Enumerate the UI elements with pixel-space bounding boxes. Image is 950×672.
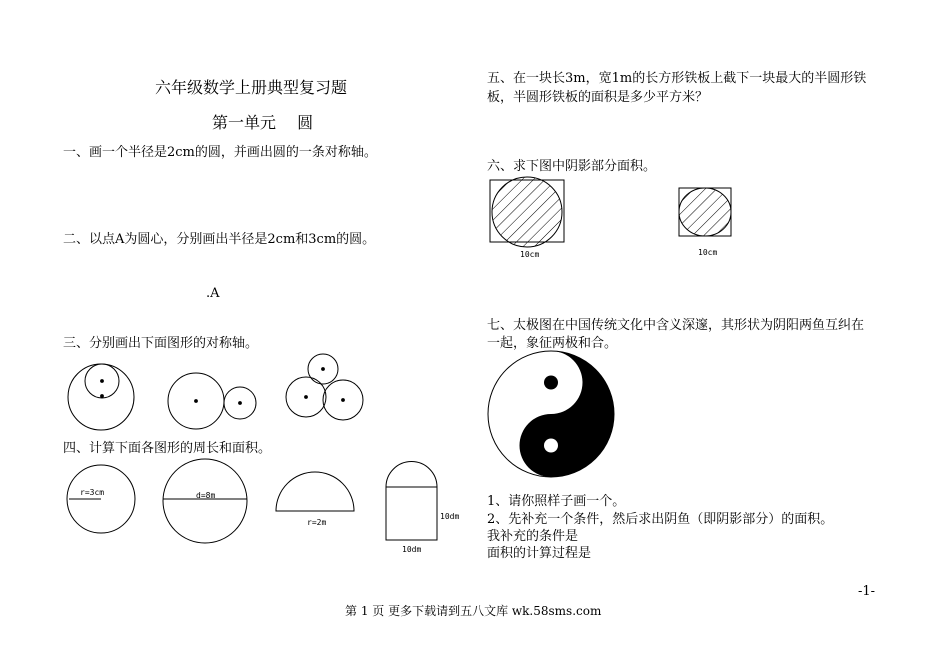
label-q6-right: 10cm [698,248,718,257]
label-side-10dm: 10dm [440,512,460,521]
unit-title: 第一单元 圆 [212,113,314,132]
q4-circle-radius [67,465,135,533]
footer-text: 第 1 页 更多下载请到五八文库 wk.58sms.com [345,604,602,618]
q4-semicircle [276,472,354,511]
question-2: 二、以点A为圆心，分别画出半径是2cm和3cm的圆。 [63,232,376,247]
q4-circle-diameter [163,459,247,543]
label-bottom-10dm: 10dm [402,545,422,554]
question-5-line1: 五、在一块长3m，宽1m的长方形铁板上截下一块最大的半圆形铁 [487,71,867,86]
q4-square-semicircle [386,462,437,540]
page-title: 六年级数学上册典型复习题 [155,78,348,97]
q6-hatched-star-in-square [679,188,731,236]
question-7-sub3: 我补充的条件是 [487,529,579,544]
page-number: -1- [858,584,876,599]
question-6: 六、求下图中阴影部分面积。 [487,159,657,174]
question-3: 三、分别画出下面图形的对称轴。 [63,336,259,351]
label-r-2m: r=2m [307,518,327,527]
q3-figure-nested-circles [68,364,134,430]
q3-figure-tangent-circles [168,373,256,429]
question-1: 一、画一个半径是2cm的圆，并画出圆的一条对称轴。 [63,145,377,160]
question-7-sub2: 2、先补充一个条件，然后求出阴鱼（即阴影部分）的面积。 [487,512,834,527]
question-4: 四、计算下面各图形的周长和面积。 [63,441,272,456]
question-5-line2: 板，半圆形铁板的面积是多少平方米？ [487,90,709,105]
question-7-line2: 一起，象征两极和合。 [487,336,618,351]
point-a-label: .A [206,286,220,301]
q3-figure-three-circles [286,354,363,420]
label-q6-left: 10cm [520,250,540,259]
label-d-8m: d=8m [196,491,216,500]
question-7-sub4: 面积的计算过程是 [487,546,592,561]
question-7-line1: 七、太极图在中国传统文化中含义深邃，其形状为阴阳两鱼互纠在 [487,318,865,333]
question-7-sub1: 1、请你照样子画一个。 [487,494,626,509]
label-r-3cm: r=3cm [80,488,105,497]
taiji-symbol [488,351,614,477]
q6-hatched-circle-in-square [490,177,564,247]
